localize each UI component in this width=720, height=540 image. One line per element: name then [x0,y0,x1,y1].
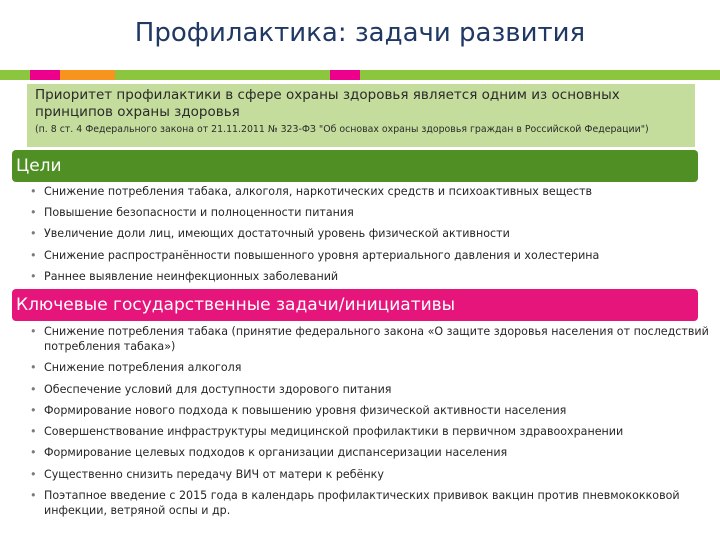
list-item-text: Снижение потребления табака, алкоголя, наркотических средств и психоактивных веществ [44,185,593,198]
stripe-segment [30,70,60,80]
bullet-icon: • [30,248,37,262]
list-item [30,226,710,241]
goals-list [30,184,710,290]
list-item-text: Снижение распространённости повышенного уровня артериального давления и холестерина [44,248,600,262]
color-stripe [0,70,720,80]
bullet-icon: • [30,325,37,338]
list-item [30,184,710,199]
bullet-icon: • [30,361,37,375]
list-item-text: Обеспечение условий для доступности здорового питания [44,382,392,396]
law-reference: (п. 8 ст. 4 Федерального закона от 21.11.2011 № 323-ФЗ "Об основах охраны здоровья граждан в Российской Федерации") [35,124,649,135]
bullet-icon: • [30,467,37,481]
tasks-heading: Ключевые государственные задачи/инициативы [12,289,698,321]
tasks-list [30,324,710,524]
list-item [30,488,710,518]
list-item [30,424,710,439]
bullet-icon: • [30,403,37,417]
list-item-text: Поэтапное введение с 2015 года в календарь профилактических прививок вакцин против пневмококковой инфекции, ветряной оспы и др. [44,489,680,518]
list-item-text: Раннее выявление неинфекционных заболеваний [44,269,339,283]
list-item-text: Существенно снизить передачу ВИЧ от матери к ребёнку [44,467,384,481]
list-item [30,248,710,263]
stripe-segment [60,70,115,80]
list-item-text: Повышение безопасности и полноценности питания [44,206,354,220]
goals-heading: Цели [12,150,698,182]
list-item [30,467,710,482]
bullet-icon: • [30,206,37,220]
list-item-text: Снижение потребления алкоголя [44,361,242,375]
list-item-text: Увеличение доли лиц, имеющих достаточный уровень физической активности [44,227,510,241]
priority-statement: Приоритет профилактики в сфере охраны здоровья является одним из основных принципов охраны здоровья [35,87,620,120]
list-item-text: Формирование целевых подходов к организации диспансеризации населения [44,446,508,460]
priority-box [27,84,695,147]
stripe-segment [330,70,360,80]
list-item [30,205,710,220]
list-item-text: Совершенствование инфраструктуры медицинской профилактики в первичном здравоохранении [44,425,624,439]
stripe-segment [0,70,30,80]
bullet-icon: • [30,489,37,503]
bullet-icon: • [30,425,37,439]
bullet-icon: • [30,382,37,396]
stripe-segment [115,70,330,80]
stripe-segment [360,70,720,80]
list-item [30,382,710,397]
list-item [30,269,710,284]
bullet-icon: • [30,269,37,283]
page-title: Профилактика: задачи развития [134,18,586,48]
bullet-icon: • [30,185,37,198]
list-item-text: Формирование нового подхода к повышению уровня физической активности населения [44,403,567,417]
list-item [30,324,710,354]
bullet-icon: • [30,227,37,241]
list-item [30,445,710,460]
bullet-icon: • [30,446,37,460]
list-item [30,403,710,418]
list-item [30,360,710,375]
list-item-text: Снижение потребления табака (принятие федерального закона «О защите здоровья населения от последствий потребления табака») [44,325,709,353]
